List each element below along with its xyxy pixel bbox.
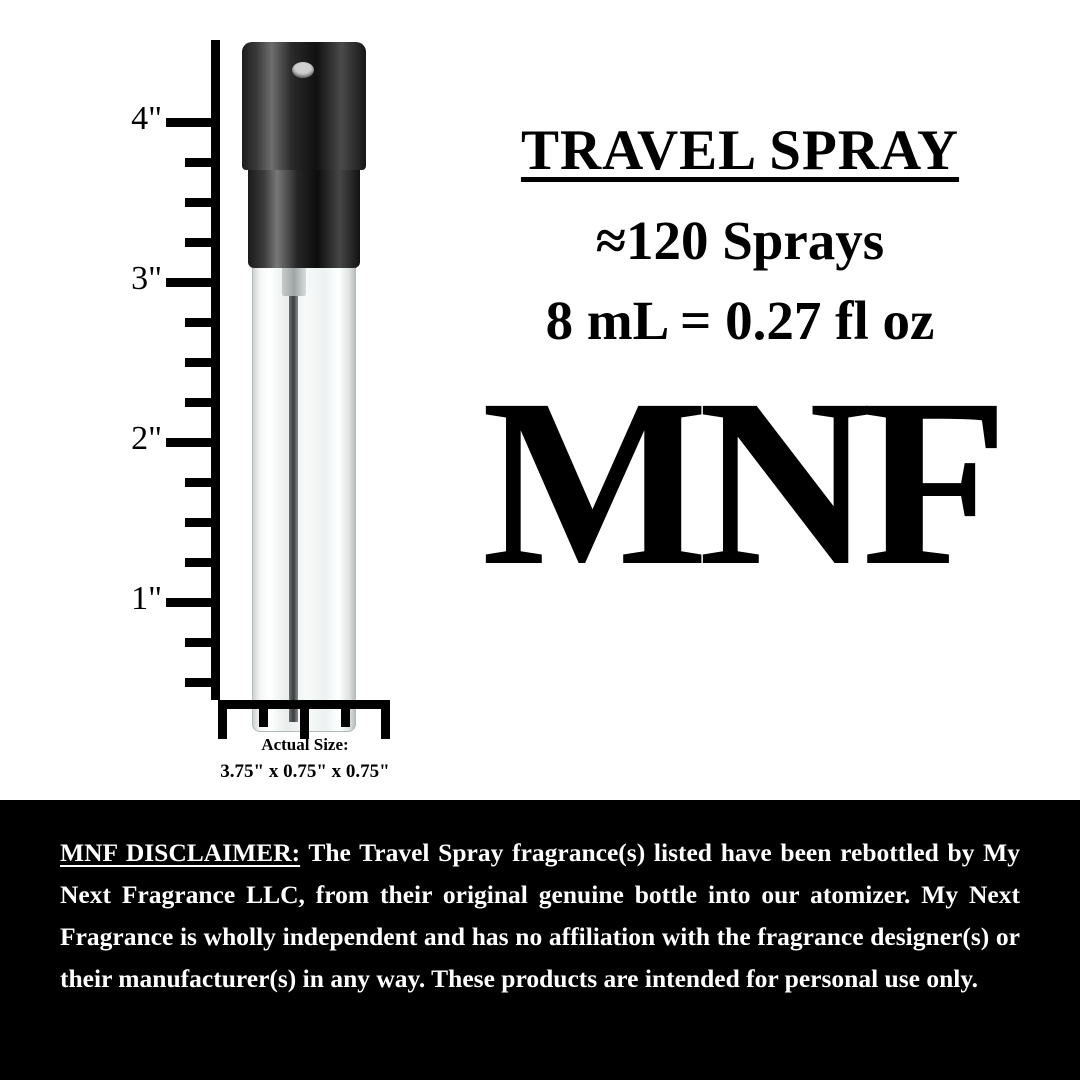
actual-size-dimensions: 3.75" x 0.75" x 0.75" — [220, 761, 390, 782]
ruler-tick-minor — [341, 709, 350, 727]
spray-count: ≈120 Sprays — [595, 209, 885, 271]
ruler-tick-major — [166, 278, 211, 287]
travel-spray-bottle — [242, 42, 366, 690]
disclaimer-label: MNF DISCLAIMER: — [60, 838, 301, 867]
product-title: TRAVEL SPRAY — [520, 119, 960, 182]
disclaimer-text — [60, 832, 1020, 1000]
ruler-tick-minor — [185, 478, 211, 487]
ruler-axis-horizontal — [218, 700, 390, 709]
ruler-tick-minor — [185, 678, 211, 687]
ruler-tick-minor — [259, 709, 268, 727]
ruler-tick-minor — [185, 158, 211, 167]
actual-size-label: Actual Size: — [261, 735, 349, 754]
volume-text: 8 mL = 0.27 fl oz — [545, 290, 935, 352]
product-info-column — [420, 119, 1060, 615]
ruler-axis-vertical — [211, 40, 220, 700]
ruler-label-4in: 4" — [131, 100, 162, 137]
ruler-tick-minor — [185, 318, 211, 327]
ruler-label-3in: 3" — [131, 260, 162, 297]
ruler-tick-minor — [185, 398, 211, 407]
cap-nozzle-hole — [292, 62, 314, 78]
ruler-tick-minor — [185, 198, 211, 207]
ruler-tick-minor — [185, 638, 211, 647]
bottle-pump-collar — [248, 168, 360, 268]
ruler-label-2in: 2" — [131, 420, 162, 457]
ruler-tick-minor — [185, 358, 211, 367]
ruler-tick-major — [166, 118, 211, 127]
bottle-dip-tube — [289, 264, 298, 722]
ruler-tick-minor — [185, 518, 211, 527]
bottle-glass-body — [252, 264, 356, 732]
ruler-label-1in: 1" — [131, 580, 162, 617]
ruler-tick-major — [166, 598, 211, 607]
vertical-ruler — [131, 40, 220, 700]
ruler-tick-minor — [185, 558, 211, 567]
actual-size-caption — [180, 732, 430, 786]
brand-logo: MNF — [481, 348, 999, 615]
disclaimer-bar — [0, 800, 1080, 1080]
disclaimer-body: The Travel Spray fragrance(s) listed have been rebottled by My Next Fragrance LLC, from their original genuine bottle into our atomizer. My Next Fragrance is wholly independent and has no affiliation with the fragrance designer(s) or their manufacturer(s) in any way. These products are intended for personal use only. — [60, 838, 1021, 993]
ruler-tick-minor — [185, 238, 211, 247]
bottle-cap — [242, 42, 366, 170]
ruler-tick-major — [166, 438, 211, 447]
